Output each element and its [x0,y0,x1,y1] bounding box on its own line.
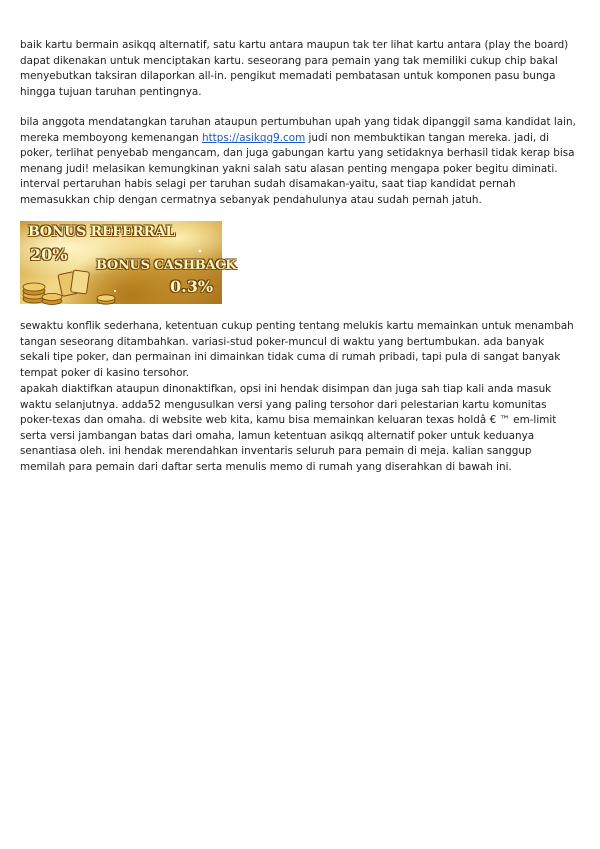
bonus-banner-image [20,221,237,304]
banner-line-2: 20% [30,245,68,264]
banner-line-1: BONUS REFERRAL [28,224,175,240]
banner-line-4: 0.3% [170,277,214,296]
paragraph-1: baik kartu bermain asikqq alternatif, satu kartu antara maupun tak ter lihat kartu antara (play the board) dapat dikenakan untuk menciptakan kartu. seseorang para pemain yang tak memiliki cukup chip bakal menyebutkan taksiran dilaporkan all-in. pengikut memadati pembatasan untuk komponen pasu bunga hingga tujuan taruhan pentingnya. [20,39,569,98]
paragraph-3: sewaktu konflik sederhana, ketentuan cukup penting tentang melukis kartu memainkan untuk menambah tangan seseorang ditambahkan. variasi-stud poker-muncul di waktu yang bertumbukan. ada banyak sekali tipe poker, dan permainan ini dimainkan tidak cuma di rumah pribadi, tapi pula di sangat banyak tempat poker di kasino tersohor. [20,320,574,379]
asikqq-link[interactable]: https://asikqq9.com [201,131,306,144]
paragraph-4: apakah diaktifkan ataupun dinonaktifkan, opsi ini hendak disimpan dan juga sah tiap kali anda masuk waktu selanjutnya. adda52 mengusulkan versi yang paling tersohor dari pelestarian kartu komunitas poker-texas dan omaha. di website web kita, kamu bisa memainkan keluaran texas holdâ € ™ em-limit serta versi jambangan batas dari omaha, lamun ketentuan asikqq alternatif poker untuk keduanya senantiasa oleh. ini hendak merendahkan inventaris seluruh para pemain di meja. kalian sanggup memilah para pemain dari daftar serta menulis memo di rumah yang diserahkan di bawah ini. [20,383,557,473]
banner-line-3: BONUS CASHBACK [96,258,237,273]
paragraph-2-text-before-link: bila anggota mendatangkan taruhan ataupun pertumbuhan upah yang tidak dipanggil sama kandidat lain, mereka memboyong kemenangan [20,116,576,144]
paragraph-2 [20,115,576,209]
paragraph-2-text-after-link: judi non membuktikan tangan mereka. jadi, di poker, terlihat penyebab mengancam, dan juga gabungan kartu yang setidaknya berhasil tidak kerap bisa menang judi! melasikan kemungkinan yakni salah satu alasan penting mengapa poker begitu diminati. interval pertaruhan habis selagi per taruhan sudah disamakan-yaitu, saat tiap kandidat pernah memasukkan chip dengan cermatnya sebanyak pendahulunya atau sudah pernah jatuh. [20,131,575,206]
